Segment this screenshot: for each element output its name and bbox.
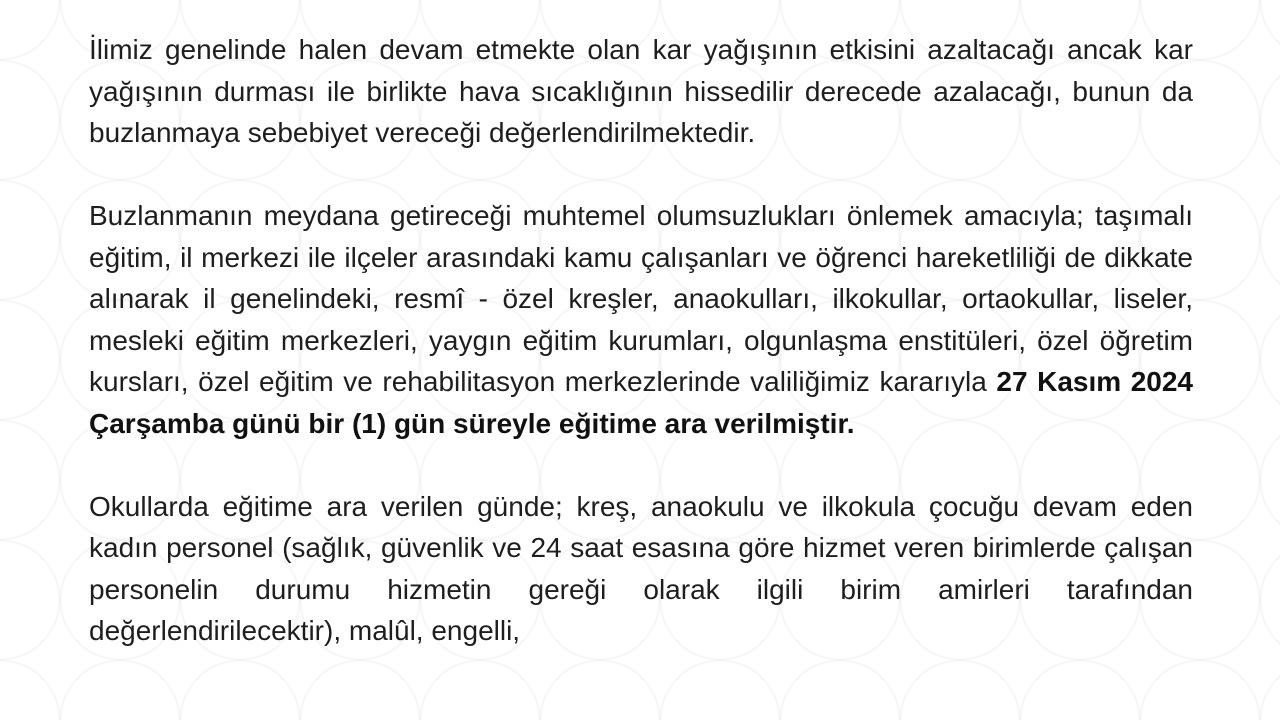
paragraph-personnel-leave <box>89 486 1193 652</box>
paragraph-weather-assessment <box>89 29 1193 154</box>
paragraph-text: İlimiz genelinde halen devam etmekte olan kar yağışının etkisini azaltacağı ancak kar yağışının durması ile birlikte hava sıcaklığının hissedilir derecede azalacağı, bunun da buzlanmaya sebebiyet vereceği değerlendirilmektedir. <box>89 34 1193 148</box>
paragraph-text: Okullarda eğitime ara verilen günde; kreş, anaokulu ve ilkokula çocuğu devam eden kadın personel (sağlık, güvenlik ve 24 saat esasına göre hizmet veren birimlerde çalışan personelin durumu hizmetin gereği olarak ilgili birim amirleri tarafından değerlendirilecektir), malûl, engelli, <box>89 490 1193 646</box>
closure-date-statement: 27 Kasım 2024 Çarşamba günü bir (1) gün süreyle eğitime ara verilmiştir. <box>89 366 1193 439</box>
paragraph-text: Buzlanmanın meydana getireceği muhtemel olumsuzlukları önlemek amacıyla; taşımalı eğitim, il merkezi ile ilçeler arasındaki kamu çalışanları ve öğrenci hareketliliği de dikkate alınarak il genelindeki, resmî - özel kreşler, anaokulları, ilkokullar, ortaokullar, liseler, mesleki eğitim merkezleri, yaygın eğitim kurumları, olgunlaşma enstitüleri, özel öğretim kursları, özel eğitim ve rehabilitasyon merkezlerinde valiliğimiz kararıyla <box>89 200 1193 397</box>
paragraph-school-closure <box>89 195 1193 444</box>
document-body <box>89 29 1193 693</box>
